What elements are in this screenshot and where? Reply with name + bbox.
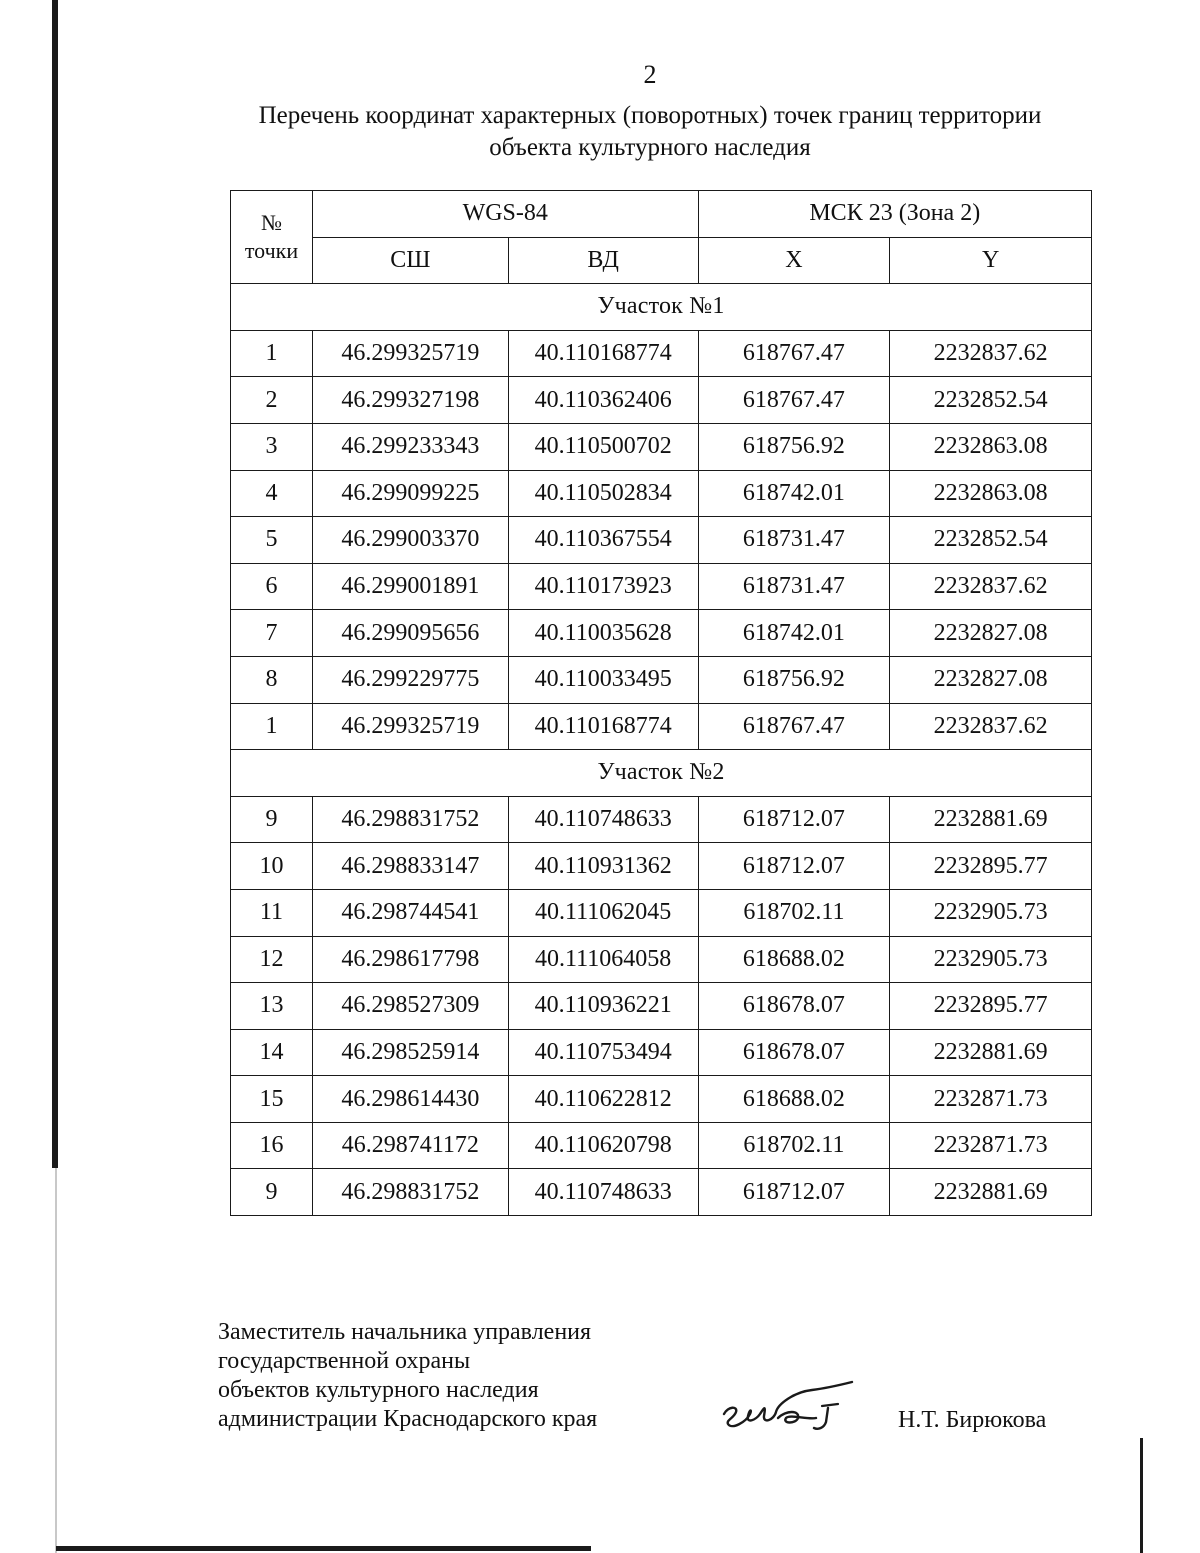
cell-y: 2232827.08 (890, 656, 1092, 703)
document-title (200, 100, 1100, 164)
cell-longitude: 40.110168774 (508, 330, 698, 377)
document-title-line-2: объекта культурного наследия (489, 134, 811, 161)
cell-latitude: 46.299325719 (312, 703, 508, 750)
cell-longitude: 40.111064058 (508, 936, 698, 983)
table-row (231, 796, 1092, 843)
cell-x: 618731.47 (698, 563, 890, 610)
cell-latitude: 46.299001891 (312, 563, 508, 610)
header-x: X (698, 237, 890, 284)
cell-latitude: 46.299099225 (312, 470, 508, 517)
section-row (231, 284, 1092, 331)
table-header (231, 191, 1092, 284)
cell-y: 2232837.62 (890, 330, 1092, 377)
signatory-position-line-1: Заместитель начальника управления (218, 1319, 592, 1345)
table-row (231, 936, 1092, 983)
scan-edge-right (1140, 1438, 1143, 1553)
cell-longitude: 40.110748633 (508, 796, 698, 843)
cell-x: 618712.07 (698, 796, 890, 843)
cell-latitude: 46.298525914 (312, 1029, 508, 1076)
page-number: 2 (643, 60, 657, 89)
cell-point-number: 5 (231, 517, 313, 564)
cell-point-number: 13 (231, 983, 313, 1030)
cell-latitude: 46.299233343 (312, 423, 508, 470)
cell-point-number: 9 (231, 1169, 313, 1216)
cell-latitude: 46.298831752 (312, 1169, 508, 1216)
cell-latitude: 46.298741172 (312, 1122, 508, 1169)
signatory-position (218, 1318, 597, 1434)
cell-longitude: 40.110362406 (508, 377, 698, 424)
section-label: Участок №2 (231, 750, 1092, 797)
cell-latitude: 46.299327198 (312, 377, 508, 424)
cell-longitude: 40.110035628 (508, 610, 698, 657)
table-row (231, 377, 1092, 424)
cell-x: 618731.47 (698, 517, 890, 564)
cell-latitude: 46.298527309 (312, 983, 508, 1030)
scan-edge-left (52, 0, 58, 1168)
cell-latitude: 46.298614430 (312, 1076, 508, 1123)
cell-longitude: 40.110033495 (508, 656, 698, 703)
cell-longitude: 40.110173923 (508, 563, 698, 610)
table-row (231, 703, 1092, 750)
header-y: Y (890, 237, 1092, 284)
cell-latitude: 46.299003370 (312, 517, 508, 564)
table-row (231, 1029, 1092, 1076)
cell-point-number: 4 (231, 470, 313, 517)
cell-longitude: 40.110753494 (508, 1029, 698, 1076)
cell-x: 618767.47 (698, 703, 890, 750)
table-row (231, 1076, 1092, 1123)
table-row (231, 1122, 1092, 1169)
table-row (231, 843, 1092, 890)
cell-longitude: 40.110936221 (508, 983, 698, 1030)
cell-x: 618678.07 (698, 983, 890, 1030)
cell-longitude: 40.110622812 (508, 1076, 698, 1123)
cell-latitude: 46.298744541 (312, 889, 508, 936)
document-title-line-1: Перечень координат характерных (поворотных) точек границ территории (258, 102, 1042, 129)
cell-x: 618756.92 (698, 656, 890, 703)
signatory-position-line-2: государственной охраны (218, 1348, 471, 1374)
section-label: Участок №1 (231, 284, 1092, 331)
cell-y: 2232837.62 (890, 703, 1092, 750)
section-row (231, 750, 1092, 797)
scan-edge-left-faint (55, 1168, 57, 1553)
cell-y: 2232881.69 (890, 796, 1092, 843)
table-row (231, 610, 1092, 657)
cell-longitude: 40.110168774 (508, 703, 698, 750)
cell-x: 618688.02 (698, 936, 890, 983)
cell-longitude: 40.110367554 (508, 517, 698, 564)
cell-y: 2232863.08 (890, 470, 1092, 517)
cell-y: 2232827.08 (890, 610, 1092, 657)
cell-longitude: 40.110502834 (508, 470, 698, 517)
table-row (231, 1169, 1092, 1216)
cell-latitude: 46.299229775 (312, 656, 508, 703)
cell-y: 2232881.69 (890, 1029, 1092, 1076)
table-row (231, 656, 1092, 703)
cell-latitude: 46.298833147 (312, 843, 508, 890)
cell-point-number: 1 (231, 703, 313, 750)
cell-y: 2232881.69 (890, 1169, 1092, 1216)
table-row (231, 423, 1092, 470)
cell-longitude: 40.110931362 (508, 843, 698, 890)
table-row (231, 889, 1092, 936)
cell-point-number: 12 (231, 936, 313, 983)
signatory-name: Н.Т. Бирюкова (898, 1407, 1047, 1433)
cell-latitude: 46.299325719 (312, 330, 508, 377)
cell-point-number: 2 (231, 377, 313, 424)
cell-x: 618742.01 (698, 610, 890, 657)
table-row (231, 330, 1092, 377)
cell-y: 2232871.73 (890, 1076, 1092, 1123)
cell-x: 618712.07 (698, 843, 890, 890)
cell-longitude: 40.110500702 (508, 423, 698, 470)
cell-point-number: 1 (231, 330, 313, 377)
cell-x: 618678.07 (698, 1029, 890, 1076)
cell-x: 618712.07 (698, 1169, 890, 1216)
cell-latitude: 46.298831752 (312, 796, 508, 843)
cell-y: 2232863.08 (890, 423, 1092, 470)
table-row (231, 470, 1092, 517)
cell-x: 618767.47 (698, 330, 890, 377)
cell-y: 2232905.73 (890, 936, 1092, 983)
cell-point-number: 6 (231, 563, 313, 610)
cell-y: 2232905.73 (890, 889, 1092, 936)
signatory-position-line-4: администрации Краснодарского края (218, 1406, 598, 1432)
cell-longitude: 40.110748633 (508, 1169, 698, 1216)
handwritten-signature (716, 1372, 856, 1442)
cell-point-number: 14 (231, 1029, 313, 1076)
header-point-number-line-1: № (260, 210, 282, 236)
cell-x: 618767.47 (698, 377, 890, 424)
cell-x: 618688.02 (698, 1076, 890, 1123)
cell-y: 2232895.77 (890, 843, 1092, 890)
cell-y: 2232895.77 (890, 983, 1092, 1030)
scan-edge-bottom (56, 1546, 591, 1551)
cell-latitude: 46.299095656 (312, 610, 508, 657)
cell-longitude: 40.110620798 (508, 1122, 698, 1169)
cell-y: 2232871.73 (890, 1122, 1092, 1169)
cell-latitude: 46.298617798 (312, 936, 508, 983)
cell-point-number: 8 (231, 656, 313, 703)
cell-x: 618756.92 (698, 423, 890, 470)
cell-longitude: 40.111062045 (508, 889, 698, 936)
cell-point-number: 9 (231, 796, 313, 843)
header-latitude: СШ (312, 237, 508, 284)
cell-point-number: 15 (231, 1076, 313, 1123)
header-msk23: МСК 23 (Зона 2) (698, 191, 1091, 238)
cell-y: 2232852.54 (890, 377, 1092, 424)
table-row (231, 983, 1092, 1030)
table-body (231, 284, 1092, 1216)
cell-point-number: 16 (231, 1122, 313, 1169)
cell-point-number: 10 (231, 843, 313, 890)
cell-point-number: 3 (231, 423, 313, 470)
cell-point-number: 7 (231, 610, 313, 657)
cell-y: 2232837.62 (890, 563, 1092, 610)
table-row (231, 517, 1092, 564)
table-row (231, 563, 1092, 610)
header-point-number (231, 191, 313, 284)
signatory-position-line-3: объектов культурного наследия (218, 1377, 539, 1403)
cell-x: 618742.01 (698, 470, 890, 517)
cell-y: 2232852.54 (890, 517, 1092, 564)
cell-point-number: 11 (231, 889, 313, 936)
header-wgs84: WGS-84 (312, 191, 698, 238)
coordinates-table (230, 190, 1092, 1216)
header-point-number-line-2: точки (244, 238, 299, 264)
cell-x: 618702.11 (698, 889, 890, 936)
header-longitude: ВД (508, 237, 698, 284)
cell-x: 618702.11 (698, 1122, 890, 1169)
